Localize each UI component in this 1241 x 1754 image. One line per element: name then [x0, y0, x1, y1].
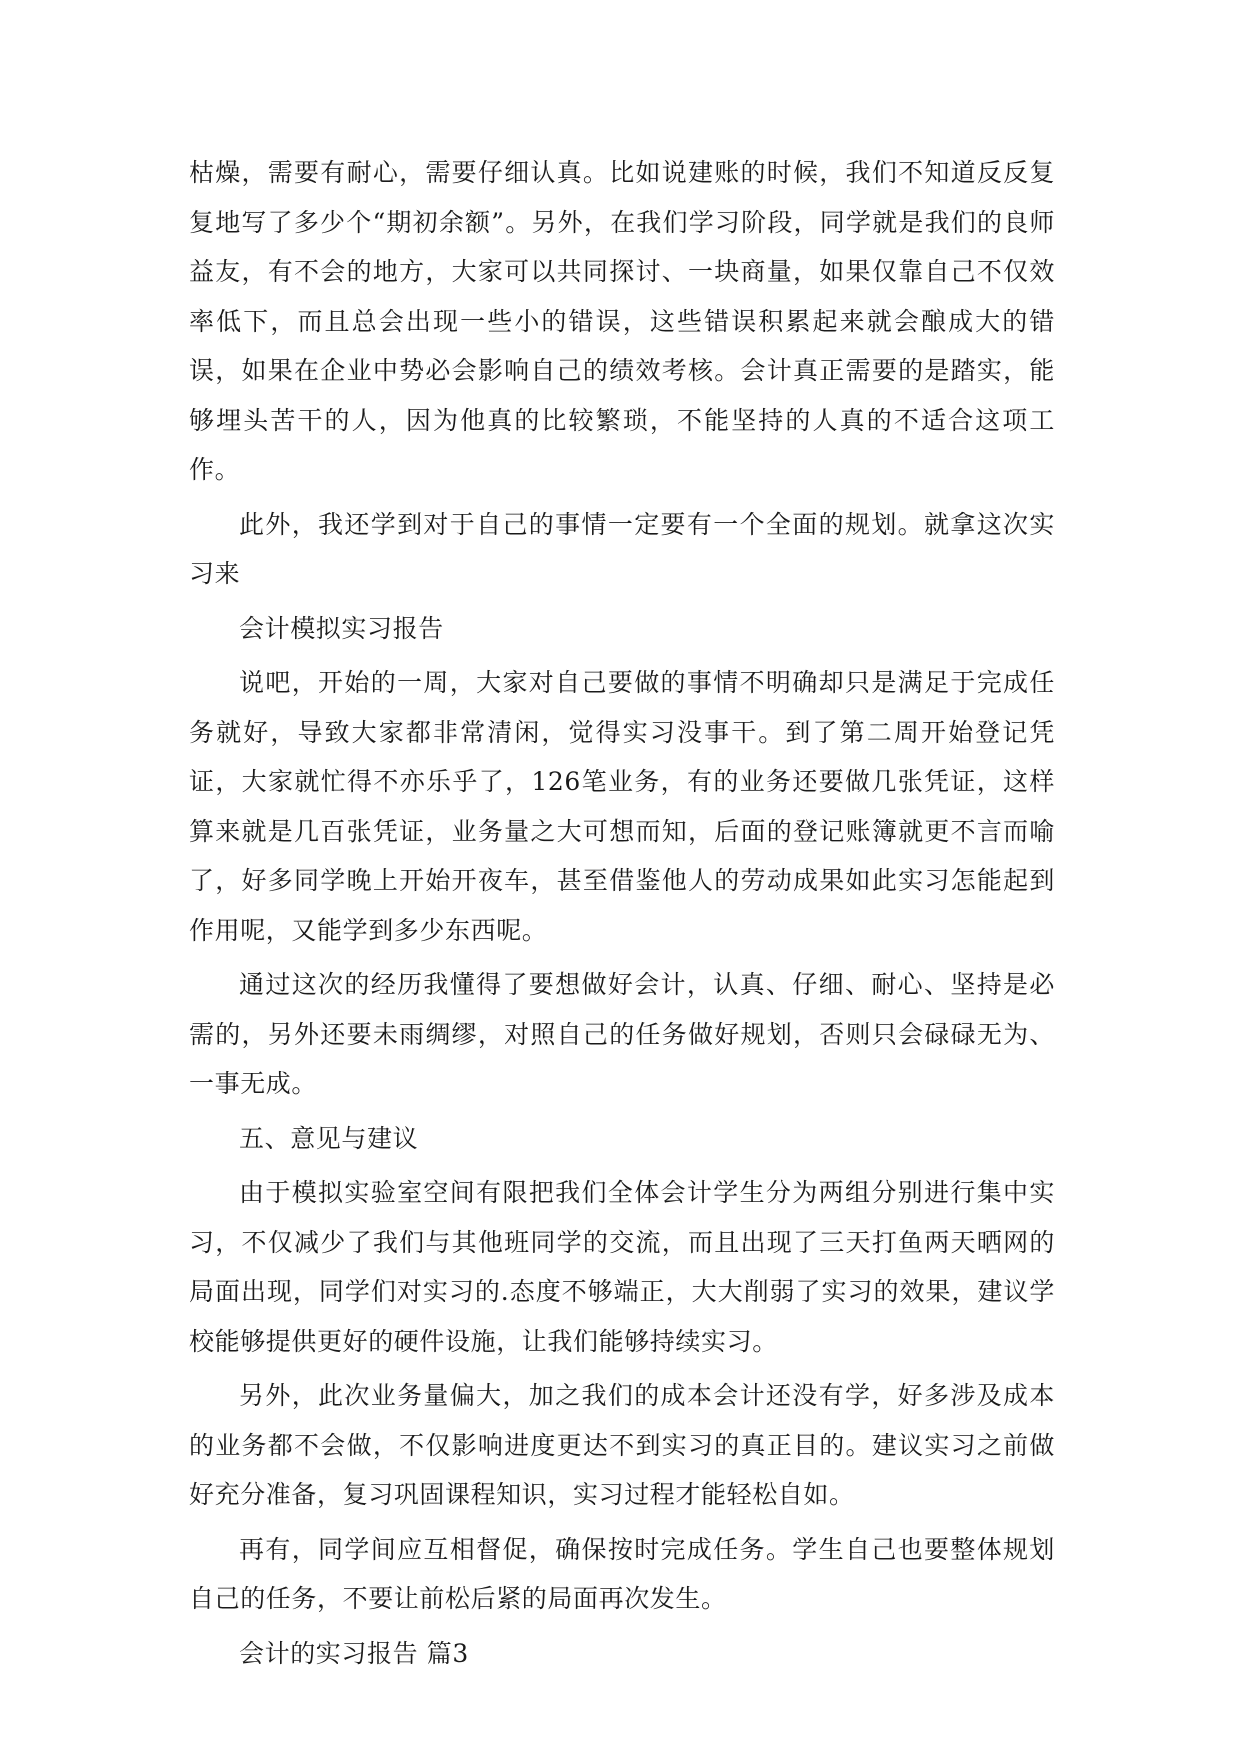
paragraph-suggestion-workload: 另外，此次业务量偏大，加之我们的成本会计还没有学，好多涉及成本的业务都不会做，不仅影响进度更达不到实习的真正目的。建议实习之前做好充分准备，复习巩固课程知识，实习过程才能轻松自如。 — [189, 1381, 1055, 1509]
paragraph-planning: 此外，我还学到对于自己的事情一定要有一个全面的规划。就拿这次实习来 — [189, 509, 1055, 588]
paragraph-first-weeks: 说吧，开始的一周，大家对自己要做的事情不明确却只是满足于完成任务就好，导致大家都非常清闲，觉得实习没事干。到了第二周开始登记凭证，大家就忙得不亦乐乎了，126笔业务，有的业务还要做几张凭证，这样算来就是几百张凭证，业务量之大可想而知，后面的登记账簿就更不言而喻了，好多同学晚上开始开夜车，甚至借鉴他人的劳动成果如此实习怎能起到作用呢，又能学到多少东西呢。 — [189, 668, 1055, 945]
section-heading-suggestions: 五、意见与建议 — [239, 1123, 419, 1153]
section-heading-part-3: 会计的实习报告 篇3 — [239, 1638, 469, 1668]
paragraph-lessons: 通过这次的经历我懂得了要想做好会计，认真、仔细、耐心、坚持是必需的，另外还要未雨绸缪，对照自己的任务做好规划，否则只会碌碌无为、一事无成。 — [189, 970, 1055, 1098]
document-body — [189, 148, 1055, 1678]
paragraph-suggestion-supervision: 再有，同学间应互相督促，确保按时完成任务。学生自己也要整体规划自己的任务，不要让前松后紧的局面再次发生。 — [189, 1534, 1055, 1613]
section-heading-simulation-report: 会计模拟实习报告 — [239, 613, 444, 643]
paragraph-suggestion-lab-space: 由于模拟实验室空间有限把我们全体会计学生分为两组分别进行集中实习，不仅减少了我们与其他班同学的交流，而且出现了三天打鱼两天晒网的局面出现，同学们对实习的.态度不够端正，大大削弱了实习的效果，建议学校能够提供更好的硬件设施，让我们能够持续实习。 — [189, 1178, 1055, 1356]
paragraph-continuation: 枯燥，需要有耐心，需要仔细认真。比如说建账的时候，我们不知道反反复复地写了多少个“期初余额”。另外，在我们学习阶段，同学就是我们的良师益友，有不会的地方，大家可以共同探讨、一块商量，如果仅靠自己不仅效率低下，而且总会出现一些小的错误，这些错误积累起来就会酿成大的错误，如果在企业中势必会影响自己的绩效考核。会计真正需要的是踏实，能够埋头苦干的人，因为他真的比较繁琐，不能坚持的人真的不适合这项工作。 — [189, 158, 1055, 484]
